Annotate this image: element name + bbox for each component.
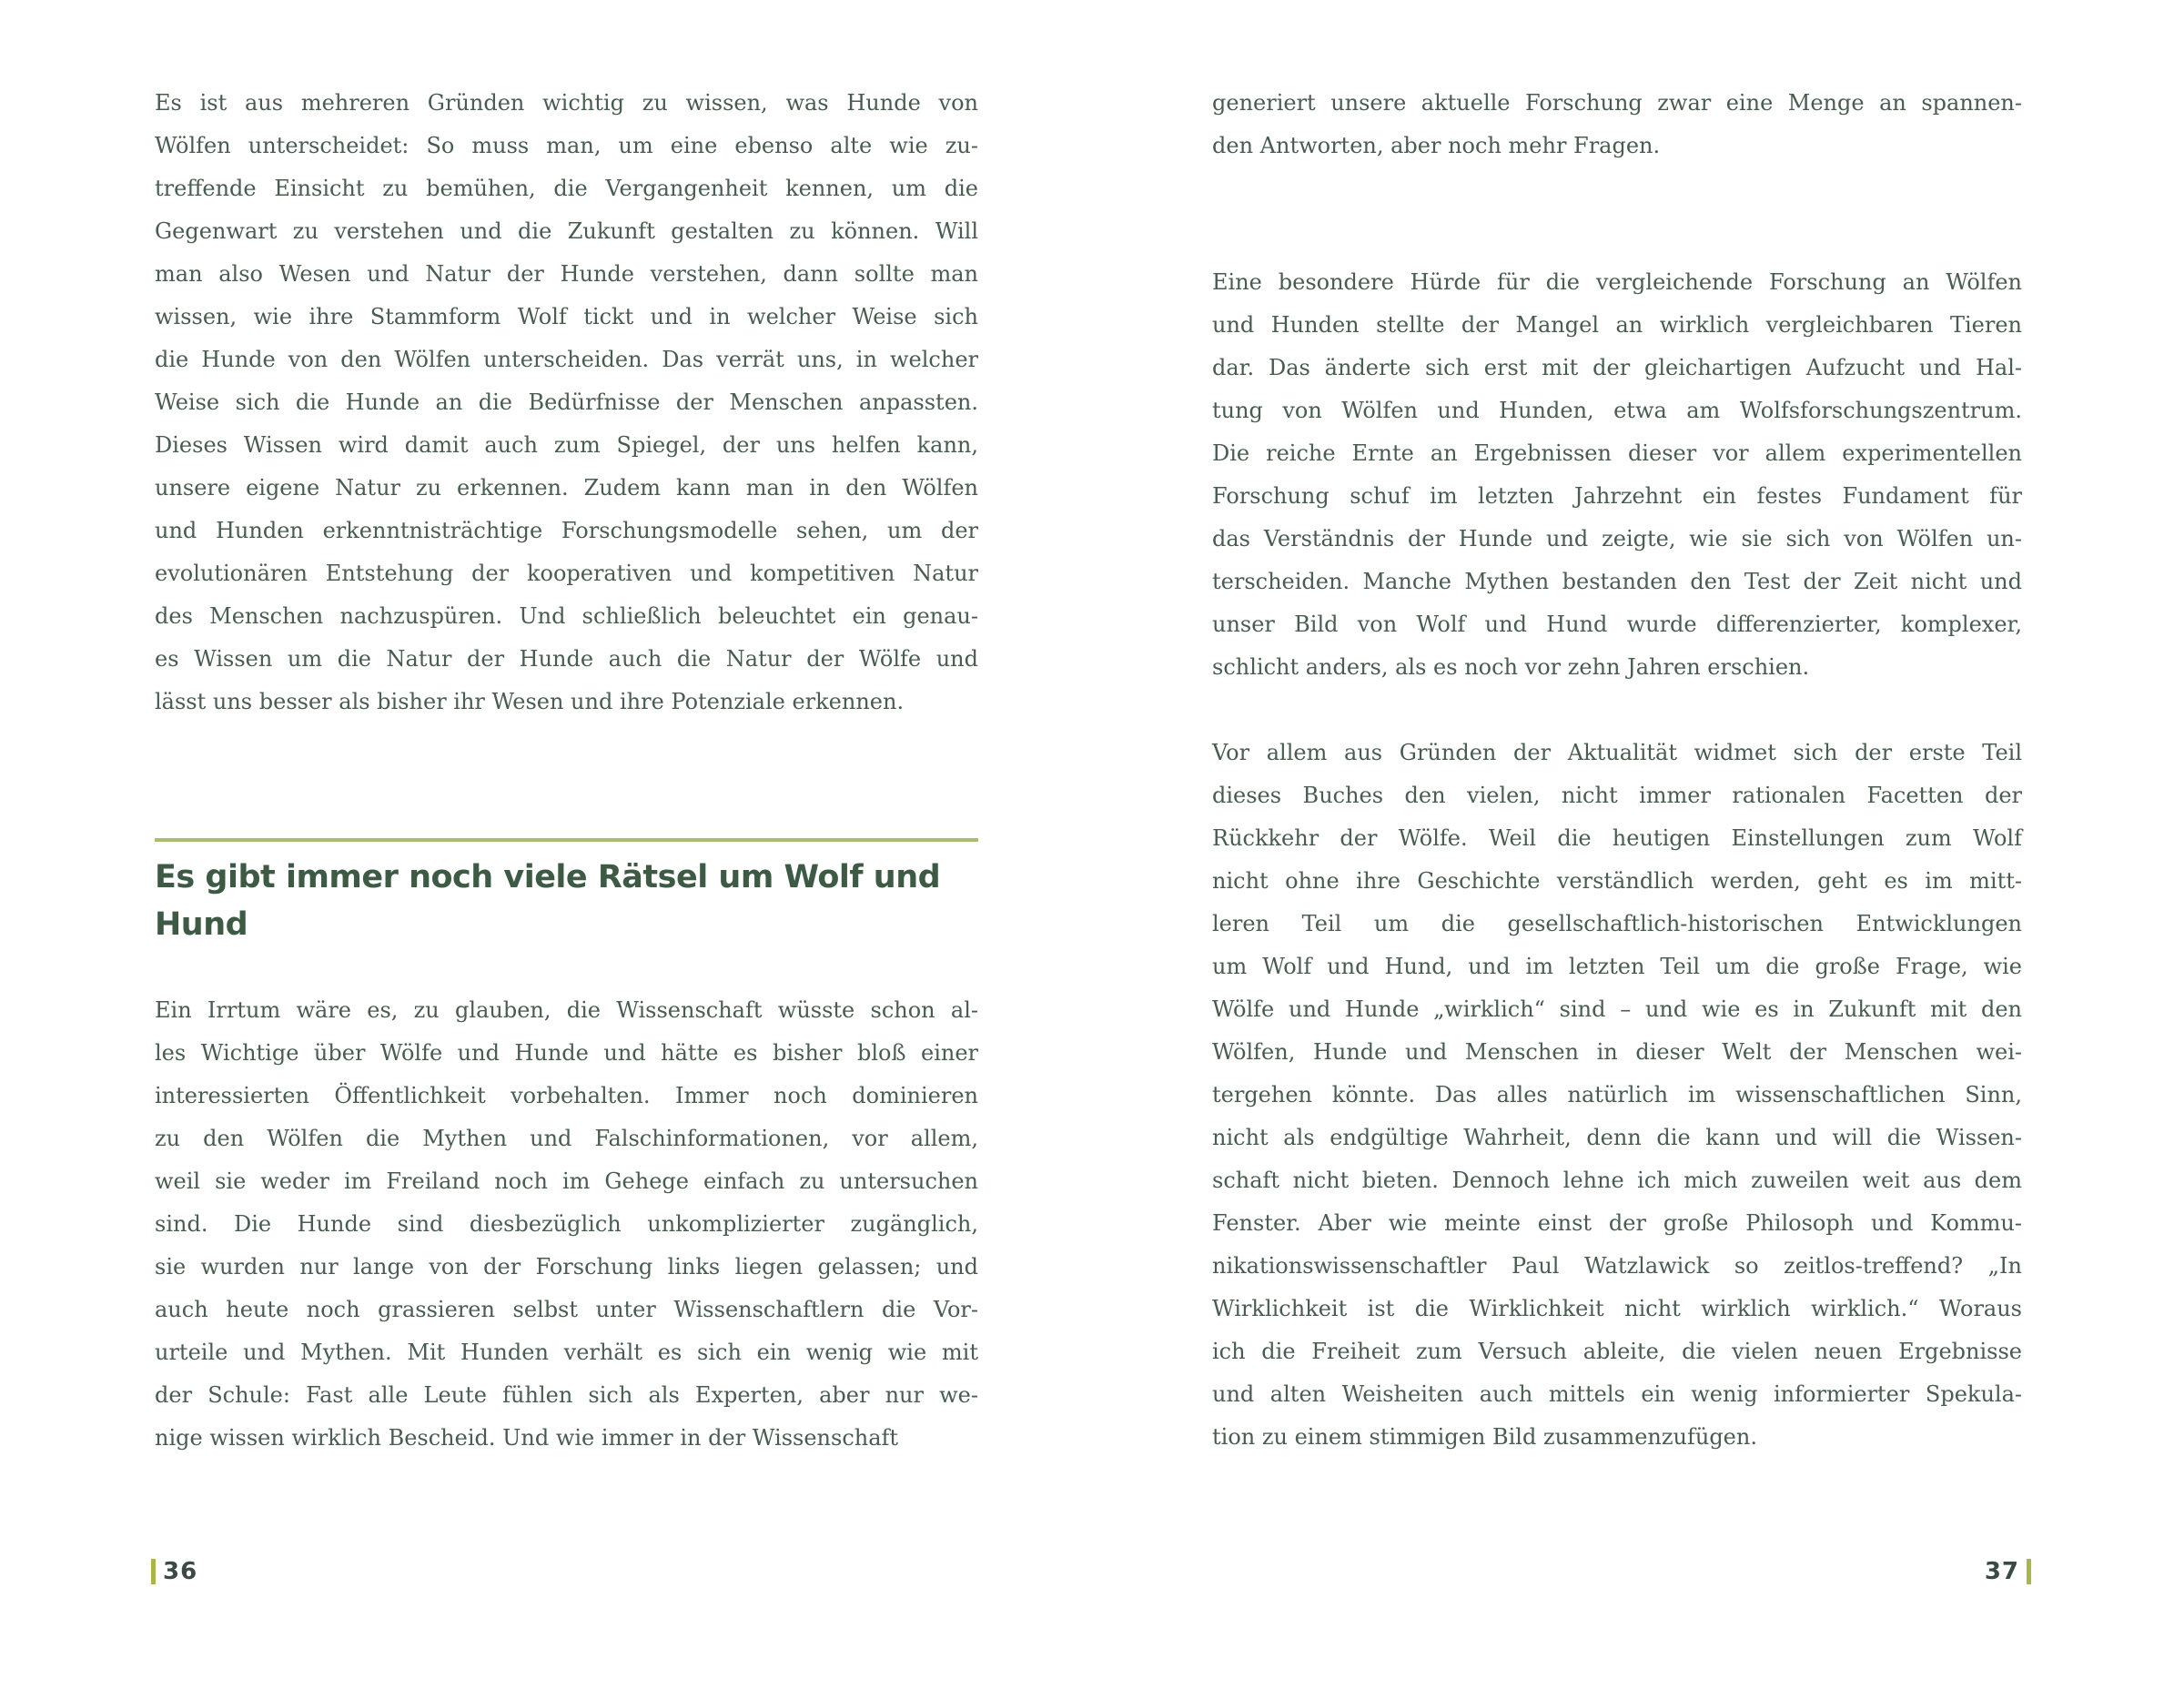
text-line: interessierten Öffentlichkeit vorbehalten. Immer noch dominieren — [155, 1083, 978, 1108]
text-line: der Schule: Fast alle Leute fühlen sich als Experten, aber nur we- — [155, 1382, 978, 1408]
right-page-paragraph-1 — [1212, 82, 2022, 167]
text-line: urteile und Mythen. Mit Hunden verhält es sich ein wenig wie mit — [155, 1340, 978, 1365]
text-line: um Wolf und Hund, und im letzten Teil um die große Frage, wie — [1212, 954, 2022, 979]
text-line: tion zu einem stimmigen Bild zusammenzufügen. — [1212, 1424, 1757, 1450]
text-line: ich die Freiheit zum Versuch ableite, die vielen neuen Ergebnisse — [1212, 1339, 2022, 1364]
text-line: man also Wesen und Natur der Hunde verstehen, dann sollte man — [155, 261, 978, 287]
text-line: auch heute noch grassieren selbst unter Wissenschaftlern die Vor- — [155, 1297, 978, 1322]
text-line: les Wichtige über Wölfe und Hunde und hätte es bisher bloß einer — [155, 1040, 978, 1066]
text-line: Hund — [155, 906, 248, 943]
text-line: sie wurden nur lange von der Forschung links liegen gelassen; und — [155, 1254, 978, 1279]
page-number-bar-right — [2027, 1559, 2031, 1584]
text-line: Wirklichkeit ist die Wirklichkeit nicht wirklich wirklich.“ Woraus — [1212, 1296, 2022, 1321]
section-heading-rule — [155, 838, 978, 842]
text-line: und Hunden stellte der Mangel an wirklich vergleichbaren Tieren — [1212, 312, 2022, 338]
text-line: weil sie weder im Freiland noch im Gehege einfach zu untersuchen — [155, 1168, 978, 1194]
text-line: den Antworten, aber noch mehr Fragen. — [1212, 133, 1661, 158]
right-page-paragraph-2 — [1212, 261, 2022, 689]
text-line: Vor allem aus Gründen der Aktualität widmet sich der erste Teil — [1212, 740, 2022, 765]
text-line: unser Bild von Wolf und Hund wurde differenzierter, komplexer, — [1212, 612, 2022, 637]
text-line: dieses Buches den vielen, nicht immer rationalen Facetten der — [1212, 783, 2022, 808]
text-line: terscheiden. Manche Mythen bestanden den Test der Zeit nicht und — [1212, 569, 2022, 594]
section-heading — [155, 854, 978, 948]
text-line: treffende Einsicht zu bemühen, die Vergangenheit kennen, um die — [155, 176, 978, 201]
text-line: leren Teil um die gesellschaftlich-historischen Entwicklungen — [1212, 911, 2022, 936]
page-number-bar-left — [151, 1559, 156, 1584]
text-line: tung von Wölfen und Hunden, etwa am Wolfsforschungszentrum. — [1212, 398, 2022, 423]
text-line: zu den Wölfen die Mythen und Falschinformationen, vor allem, — [155, 1126, 978, 1151]
text-line: es Wissen um die Natur der Hunde auch die Natur der Wölfe und — [155, 646, 978, 672]
text-line: nicht als endgültige Wahrheit, denn die kann und will die Wissen- — [1212, 1125, 2022, 1150]
text-line: Weise sich die Hunde an die Bedürfnisse der Menschen anpassten. — [155, 389, 978, 415]
text-line: Dieses Wissen wird damit auch zum Spiegel, der uns helfen kann, — [155, 432, 978, 458]
text-line: sind. Die Hunde sind diesbezüglich unkomplizierter zugänglich, — [155, 1211, 978, 1237]
text-line: und Hunden erkenntnisträchtige Forschungsmodelle sehen, um der — [155, 518, 978, 543]
left-page-paragraph-2 — [155, 989, 978, 1460]
text-line: nikationswissenschaftler Paul Watzlawick so zeitlos-treffend? „In — [1212, 1253, 2022, 1279]
text-line: Es ist aus mehreren Gründen wichtig zu wissen, was Hunde von — [155, 90, 978, 116]
text-line: nicht ohne ihre Geschichte verständlich werden, geht es im mitt- — [1212, 868, 2022, 894]
text-line: schaft nicht bieten. Dennoch lehne ich mich zuweilen weit aus dem — [1212, 1168, 2022, 1193]
text-line: Forschung schuf im letzten Jahrzehnt ein festes Fundament für — [1212, 483, 2022, 509]
text-line: Wölfe und Hunde „wirklich“ sind – und wie es in Zukunft mit den — [1212, 996, 2022, 1022]
text-line: Wölfen unterscheidet: So muss man, um eine ebenso alte wie zu- — [155, 133, 978, 158]
text-line: tergehen könnte. Das alles natürlich im wissenschaftlichen Sinn, — [1212, 1082, 2022, 1107]
text-line: Fenster. Aber wie meinte einst der große Philosoph und Kommu- — [1212, 1210, 2022, 1236]
text-line: Ein Irrtum wäre es, zu glauben, die Wissenschaft wüsste schon al- — [155, 997, 978, 1023]
text-line: des Menschen nachzuspüren. Und schließlich beleuchtet ein genau- — [155, 603, 978, 629]
text-line: unsere eigene Natur zu erkennen. Zudem kann man in den Wölfen — [155, 475, 978, 501]
text-line: Rückkehr der Wölfe. Weil die heutigen Einstellungen zum Wolf — [1212, 825, 2022, 851]
right-page-paragraph-3 — [1212, 732, 2022, 1459]
text-line: das Verständnis der Hunde und zeigte, wie sie sich von Wölfen un- — [1212, 526, 2022, 551]
text-line: evolutionären Entstehung der kooperativen und kompetitiven Natur — [155, 561, 978, 586]
text-line: Es gibt immer noch viele Rätsel um Wolf und — [155, 859, 941, 895]
left-page-paragraph-1 — [155, 82, 978, 723]
page-number-value: 37 — [1984, 1558, 2019, 1585]
text-line: Die reiche Ernte an Ergebnissen dieser vor allem experimentellen — [1212, 440, 2022, 466]
text-line: generiert unsere aktuelle Forschung zwar eine Menge an spannen- — [1212, 90, 2022, 116]
text-line: Gegenwart zu verstehen und die Zukunft gestalten zu können. Will — [155, 218, 978, 244]
text-line: die Hunde von den Wölfen unterscheiden. Das verrät uns, in welcher — [155, 347, 978, 372]
text-line: dar. Das änderte sich erst mit der gleichartigen Aufzucht und Hal- — [1212, 355, 2022, 380]
left-page-number — [151, 1558, 197, 1585]
text-line: lässt uns besser als bisher ihr Wesen und ihre Potenziale erkennen. — [155, 689, 905, 714]
page-number-value: 36 — [163, 1558, 198, 1585]
text-line: wissen, wie ihre Stammform Wolf tickt und in welcher Weise sich — [155, 304, 978, 329]
text-line: und alten Weisheiten auch mittels ein wenig informierter Spekula- — [1212, 1381, 2022, 1407]
text-line: Wölfen, Hunde und Menschen in dieser Welt der Menschen wei- — [1212, 1039, 2022, 1065]
text-line: Eine besondere Hürde für die vergleichende Forschung an Wölfen — [1212, 269, 2022, 295]
text-line: nige wissen wirklich Bescheid. Und wie immer in der Wissenschaft — [155, 1425, 899, 1451]
text-line: schlicht anders, als es noch vor zehn Jahren erschien. — [1212, 654, 1810, 680]
right-page-number — [1985, 1558, 2031, 1585]
